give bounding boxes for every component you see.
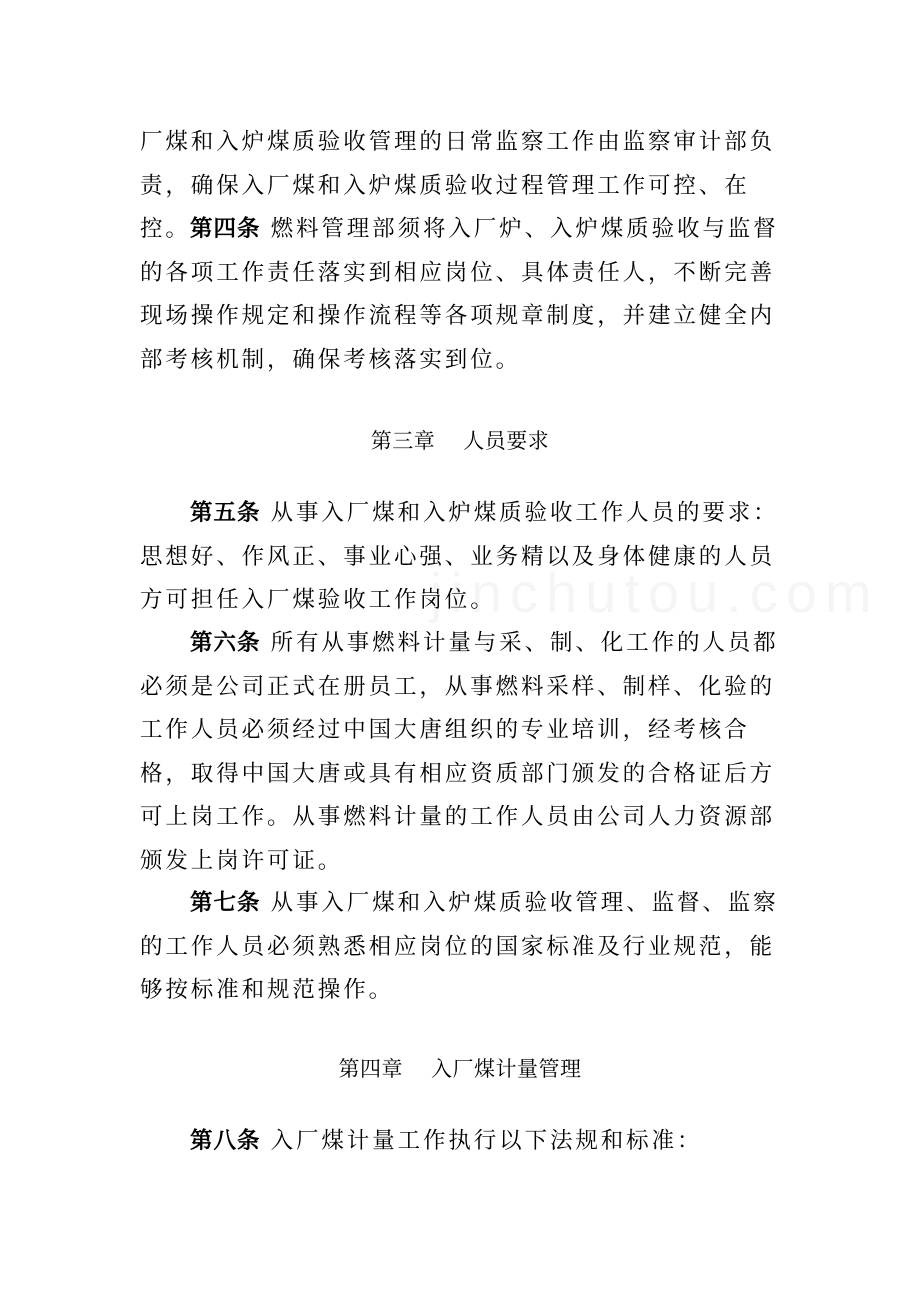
chapter-number: 第三章	[370, 429, 436, 453]
article-heading: 第六条	[190, 630, 261, 656]
article-heading: 第八条	[190, 1128, 261, 1154]
article-8	[140, 1120, 785, 1164]
article-4	[140, 208, 785, 382]
article-text: 所有从事燃料计量与采、制、化工作的人员都必须是公司正式在册员工，从事燃料采样、制样、化验的工作人员必须经过中国大唐组织的专业培训，经考核合格，取得中国大唐或具有相应资质部门颁发的合格证后方可上岗工作。从事燃料计量的工作人员由公司人力资源部颁发上岗许可证。	[140, 630, 779, 874]
chapter-title: 人员要求	[463, 429, 550, 453]
chapter-3-heading	[0, 426, 920, 456]
paragraph-text: 厂煤和入炉煤质验收管理的日常监察工作由监察审计部负责，确保入厂煤和入炉煤质验收过程管理工作可控、在控。	[140, 129, 776, 242]
article-text: 入厂煤计量工作执行以下法规和标准：	[270, 1128, 703, 1154]
article-heading: 第七条	[190, 890, 261, 916]
chapter-title: 入厂煤计量管理	[431, 1057, 582, 1081]
article-heading: 第五条	[190, 500, 261, 526]
article-text: 燃料管理部须将入厂炉、入炉煤质验收与监督的各项工作责任落实到相应岗位、具体责任人，不断完善现场操作规定和操作流程等各项规章制度，并建立健全内部考核机制，确保考核落实到位。	[140, 216, 779, 373]
chapter-4-heading	[0, 1054, 920, 1084]
chapter-number: 第四章	[338, 1057, 403, 1081]
article-7	[140, 882, 785, 1013]
article-text: 从事入厂煤和入炉煤质验收管理、监督、监察的工作人员必须熟悉相应岗位的国家标准及行业规范，能够按标准和规范操作。	[140, 890, 779, 1003]
article-heading: 第四条	[190, 216, 261, 242]
article-text: 从事入厂煤和入炉煤质验收工作人员的要求：思想好、作风正、事业心强、业务精以及身体健康的人员方可担任入厂煤验收工作岗位。	[140, 500, 779, 613]
article-6	[140, 622, 785, 883]
article-5	[140, 492, 785, 623]
